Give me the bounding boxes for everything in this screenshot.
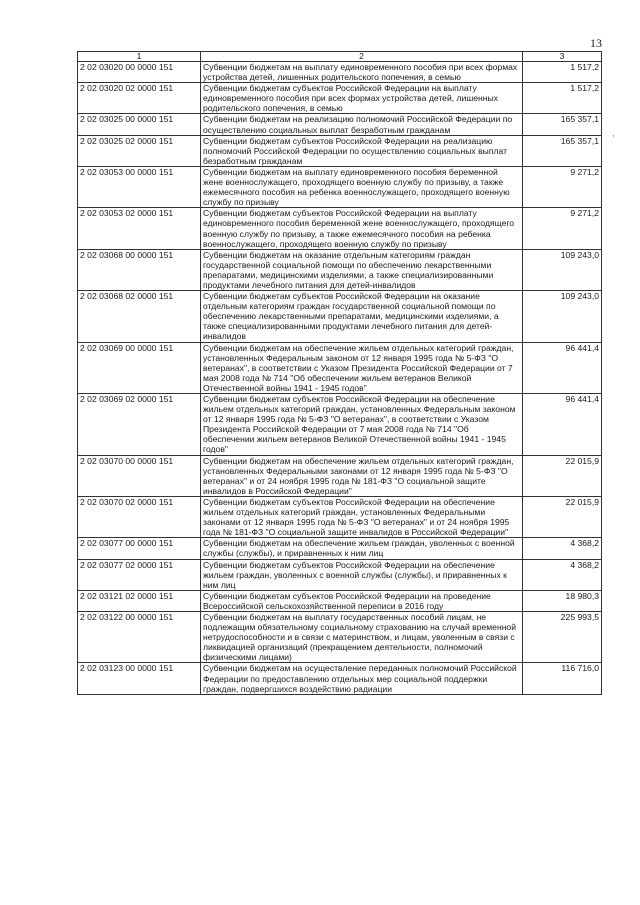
budget-code-cell: 2 02 03068 02 0000 151 xyxy=(78,291,201,342)
description-cell: Субвенции бюджетам на обеспечение жильем граждан, уволенных с военной службы (службы), и приравненных к ним лиц xyxy=(201,538,523,559)
table-row xyxy=(78,663,602,694)
table-row xyxy=(78,394,602,456)
amount-cell: 116 716,0 xyxy=(523,663,602,694)
budget-code-cell: 2 02 03077 00 0000 151 xyxy=(78,538,201,559)
budget-code-cell: 2 02 03053 02 0000 151 xyxy=(78,208,201,249)
table-row xyxy=(78,291,602,342)
column-header-1: 1 xyxy=(78,52,201,62)
description-cell: Субвенции бюджетам на выплату единовременного пособия беременной жене военнослужащего, проходящего военную службу по призыву, а также ежемесячного пособия на ребенка военнослужащего, проходящего военную службу по призыву xyxy=(201,166,523,207)
amount-cell: 22 015,9 xyxy=(523,496,602,537)
description-cell: Субвенции бюджетам на обеспечение жильем отдельных категорий граждан, установленных Федеральным законом от 12 января 1995 года № 5-ФЗ "О ветеранах", в соответствии с Указом Президента Российской Федерации от 7 мая 2008 года № 714 "Об обеспечении жильем ветеранов Великой Отечественной войны 1941 - 1945 годов" xyxy=(201,342,523,393)
budget-code-cell: 2 02 03070 00 0000 151 xyxy=(78,455,201,496)
budget-code-cell: 2 02 03025 00 0000 151 xyxy=(78,114,201,135)
description-cell: Субвенции бюджетам субъектов Российской Федерации на обеспечение жильем отдельных категорий граждан, установленных Федеральными законами от 12 января 1995 года № 5-ФЗ "О ветеранах" и от 24 ноября 1995 года № 181-ФЗ "О социальной защите инвалидов в Российской Федерации" xyxy=(201,496,523,537)
table-row xyxy=(78,538,602,559)
budget-code-cell: 2 02 03121 02 0000 151 xyxy=(78,590,201,611)
description-cell: Субвенции бюджетам субъектов Российской Федерации на выплату единовременного пособия при всех формах устройства детей, лишенных родительского попечения, в семью xyxy=(201,83,523,114)
budget-code-cell: 2 02 03069 02 0000 151 xyxy=(78,394,201,456)
budget-code-cell: 2 02 03025 02 0000 151 xyxy=(78,135,201,166)
budget-code-cell: 2 02 03053 00 0000 151 xyxy=(78,166,201,207)
description-cell: Субвенции бюджетам субъектов Российской Федерации на выплату единовременного пособия беременной жене военнослужащего, проходящего военную службу по призыву, а также ежемесячного пособия на ребенка военнослужащего, проходящего военную службу по призыву xyxy=(201,208,523,249)
amount-cell: 109 243,0 xyxy=(523,249,602,290)
description-cell: Субвенции бюджетам субъектов Российской Федерации на обеспечение жильем граждан, уволенных с военной службы (службы), и приравненных к ним лиц xyxy=(201,559,523,590)
amount-cell: 9 271,2 xyxy=(523,208,602,249)
amount-cell: 96 441,4 xyxy=(523,394,602,456)
amount-cell: 9 271,2 xyxy=(523,166,602,207)
budget-code-cell: 2 02 03020 00 0000 151 xyxy=(78,62,201,83)
description-cell: Субвенции бюджетам субъектов Российской Федерации на реализацию полномочий Российской Федерации по осуществлению социальных выплат безработным гражданам xyxy=(201,135,523,166)
table-row xyxy=(78,83,602,114)
table-row xyxy=(78,342,602,393)
table-row xyxy=(78,590,602,611)
table-row xyxy=(78,208,602,249)
table-row xyxy=(78,135,602,166)
table-header xyxy=(78,52,602,62)
table-row xyxy=(78,249,602,290)
table-row xyxy=(78,114,602,135)
page-number: 13 xyxy=(590,36,602,50)
table-row xyxy=(78,455,602,496)
amount-cell: 4 368,2 xyxy=(523,538,602,559)
amount-cell: 225 993,5 xyxy=(523,611,602,662)
amount-cell: 1 517,2 xyxy=(523,83,602,114)
budget-code-cell: 2 02 03122 00 0000 151 xyxy=(78,611,201,662)
budget-code-cell: 2 02 03123 00 0000 151 xyxy=(78,663,201,694)
amount-cell: 22 015,9 xyxy=(523,455,602,496)
column-header-3: 3 xyxy=(523,52,602,62)
scan-mark: , xyxy=(612,128,615,138)
description-cell: Субвенции бюджетам на осуществление переданных полномочий Российской Федерации по предоставлению отдельных мер социальной поддержки граждан, подвергшихся воздействию радиации xyxy=(201,663,523,694)
table-row xyxy=(78,559,602,590)
amount-cell: 18 980,3 xyxy=(523,590,602,611)
column-header-2: 2 xyxy=(201,52,523,62)
description-cell: Субвенции бюджетам на выплату государственных пособий лицам, не подлежащим обязательному социальному страхованию на случай временной нетрудоспособности и в связи с материнством, и лицам, уволенным в связи с ликвидацией организаций (прекращением деятельности, полномочий физическими лицами) xyxy=(201,611,523,662)
description-cell: Субвенции бюджетам субъектов Российской Федерации на проведение Всероссийской сельскохозяйственной переписи в 2016 году xyxy=(201,590,523,611)
amount-cell: 96 441,4 xyxy=(523,342,602,393)
budget-table xyxy=(77,51,602,695)
budget-code-cell: 2 02 03068 00 0000 151 xyxy=(78,249,201,290)
description-cell: Субвенции бюджетам на реализацию полномочий Российской Федерации по осуществлению социальных выплат безработным гражданам xyxy=(201,114,523,135)
description-cell: Субвенции бюджетам субъектов Российской Федерации на обеспечение жильем отдельных категорий граждан, установленных Федеральным законом от 12 января 1995 года № 5-ФЗ "О ветеранах", в соответствии с Указом Президента Российской Федерации от 7 мая 2008 года № 714 "Об обеспечении жильем ветеранов Великой Отечественной войны 1941 - 1945 годов" xyxy=(201,394,523,456)
budget-code-cell: 2 02 03070 02 0000 151 xyxy=(78,496,201,537)
table-row xyxy=(78,496,602,537)
table-body xyxy=(78,62,602,695)
description-cell: Субвенции бюджетам субъектов Российской Федерации на оказание отдельным категориям граждан государственной социальной помощи по обеспечению лекарственными препаратами, медицинскими изделиями, а также специализированными продуктами лечебного питания для детей-инвалидов xyxy=(201,291,523,342)
description-cell: Субвенции бюджетам на выплату единовременного пособия при всех формах устройства детей, лишенных родительского попечения, в семью xyxy=(201,62,523,83)
table-row xyxy=(78,166,602,207)
table-row xyxy=(78,62,602,83)
amount-cell: 109 243,0 xyxy=(523,291,602,342)
table-row xyxy=(78,611,602,662)
budget-code-cell: 2 02 03077 02 0000 151 xyxy=(78,559,201,590)
budget-code-cell: 2 02 03069 00 0000 151 xyxy=(78,342,201,393)
budget-code-cell: 2 02 03020 02 0000 151 xyxy=(78,83,201,114)
amount-cell: 4 368,2 xyxy=(523,559,602,590)
amount-cell: 165 357,1 xyxy=(523,135,602,166)
amount-cell: 165 357,1 xyxy=(523,114,602,135)
amount-cell: 1 517,2 xyxy=(523,62,602,83)
description-cell: Субвенции бюджетам на оказание отдельным категориям граждан государственной социальной помощи по обеспечению лекарственными препаратами, медицинскими изделиями, а также специализированными продуктами лечебного питания для детей-инвалидов xyxy=(201,249,523,290)
description-cell: Субвенции бюджетам на обеспечение жильем отдельных категорий граждан, установленных Федеральными законами от 12 января 1995 года № 5-ФЗ "О ветеранах" и от 24 ноября 1995 года № 181-ФЗ "О социальной защите инвалидов в Российской Федерации" xyxy=(201,455,523,496)
